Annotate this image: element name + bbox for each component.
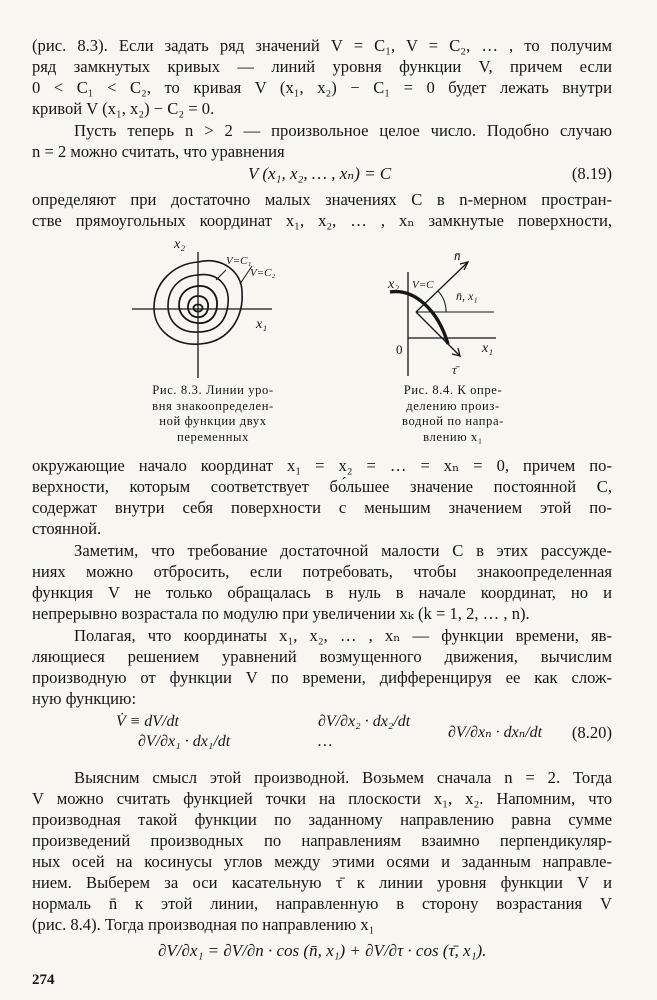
- leader-c1: [216, 270, 226, 280]
- text-line: содержат внутри себя поверхности с меньшим значением этой по-: [32, 498, 612, 517]
- axis-y-label: x₂: [388, 277, 400, 292]
- caption-line: переменных: [176, 429, 249, 444]
- axis-y-label: x₂: [174, 237, 186, 252]
- text-line: 0 < C₁ < C₂, то кривая V (x₁, x₂) − C₁ = 0 будет лежать внутри: [32, 78, 612, 97]
- text-line: ных осей на косинусы углов между этими осями и заданным направле-: [32, 852, 612, 871]
- angle-label: n̄, x₁: [456, 289, 478, 303]
- text-line: определяют при достаточно малых значениях C в n-мерном простран-: [32, 190, 612, 209]
- text-line: стве прямоугольных координат x₁, x₂, … , xₙ замкнутые поверхности,: [32, 211, 612, 230]
- normal-label: n̄: [454, 248, 461, 263]
- equation-8-19: V (x₁, x₂, … , xₙ) = C: [248, 164, 392, 183]
- text-line: n = 2 можно считать, что уравнения: [32, 142, 285, 161]
- text-line: V можно считать функцией точки на плоскости x₁, x₂. Напомним, что: [32, 789, 612, 808]
- figure-8-3: [130, 232, 300, 380]
- figure-8-3-caption: [124, 383, 302, 445]
- text-line: Выясним смысл этой производной. Возьмем сначала n = 2. Тогда: [74, 768, 612, 787]
- caption-line: влению x₁: [423, 429, 483, 444]
- eq-term: ∂V/∂xₙ · dxₙ/dt: [448, 724, 543, 741]
- text-line: произведений производных по направлениям взаимно перпендикуляр-: [32, 831, 612, 850]
- equation-8-20-rest: [318, 712, 410, 752]
- caption-line: Рис. 8.4. К опре-: [403, 383, 503, 397]
- text-line: Пусть теперь n > 2 — произвольное целое число. Подобно случаю: [74, 121, 612, 140]
- caption-line: ной функции двух: [159, 414, 267, 428]
- text-line: ниях можно отбросить, если потребовать, чтобы знакоопределенная: [32, 562, 612, 581]
- text-line: непрерывно возрастала по модулю при увеличении xₖ (k = 1, 2, … , n).: [32, 604, 530, 623]
- origin-label: 0: [396, 342, 403, 357]
- text-line: (рис. 8.4). Тогда производная по направлению x₁: [32, 915, 375, 934]
- page-number: 274: [32, 972, 55, 988]
- text-line: функция V не только обращалась в нуль в начале координат, но и: [32, 583, 612, 602]
- text-line: ную функцию:: [32, 689, 137, 708]
- text-line: ряд замкнутых кривых — линий уровня функции V, причем если: [32, 57, 612, 76]
- tangent-label: τ̄: [452, 362, 457, 377]
- text-line: (рис. 8.3). Если задать ряд значений V = C₁, V = C₂, … , то получим: [32, 36, 612, 55]
- text-line: ляющиеся решением уравнений возмущенного движения, вычислим: [32, 647, 612, 666]
- text-line: окружающие начало координат x₁ = x₂ = … = xₙ = 0, причем по-: [32, 456, 612, 475]
- text-line: верхности, которым соответствует бо́льшее значение постоянной C,: [32, 477, 612, 496]
- axis-x-label: x₁: [482, 341, 494, 356]
- caption-line: делению произ-: [406, 398, 500, 413]
- equation-final: ∂V/∂x₁ = ∂V/∂n · cos (n̄, x₁) + ∂V/∂τ · cos (τ̄, x₁).: [158, 941, 487, 960]
- text-line: производную от функции V по времени, дифференцируя ее как слож-: [32, 668, 612, 687]
- eq-term: ∂V/∂x₂ · dx₂/dt: [318, 713, 411, 730]
- axis-x-label: x₁: [256, 317, 268, 332]
- level-label-c2: V=C₂: [250, 267, 276, 279]
- caption-line: Рис. 8.3. Линии уро-: [152, 383, 274, 397]
- text-line: Заметим, что требование достаточной малости C в этих рассужде-: [74, 541, 612, 560]
- figure-8-4-caption: [378, 383, 528, 445]
- equation-number: (8.20): [571, 723, 612, 742]
- level-label-c1: V=C₁: [226, 255, 252, 267]
- eq-term: ∂V/∂x₁ · dx₁/dt: [138, 733, 231, 750]
- caption-line: вня знакоопределен-: [152, 398, 274, 413]
- text-line: стоянной.: [32, 519, 102, 538]
- eq-lhs: V̇ ≡ dV/dt: [116, 713, 179, 730]
- figure-8-4: [386, 248, 510, 378]
- caption-line: водной по напра-: [402, 414, 504, 428]
- equation-8-20: [116, 712, 230, 752]
- text-line: нормаль n̄ к этой линии, направленную в сторону возрастания V: [32, 894, 612, 913]
- text-line: нием. Выберем за оси касательную τ̄ к линии уровня функции V и: [32, 873, 612, 892]
- text-line: Полагая, что координаты x₁, x₂, … , xₙ — функции времени, яв-: [74, 626, 612, 645]
- angle-arc: [438, 291, 446, 312]
- curve-label: V=C: [412, 279, 434, 291]
- text-line: кривой V (x₁, x₂) − C₂ = 0.: [32, 99, 215, 118]
- text-line: производная такой функции по заданному направлению равна сумме: [32, 810, 612, 829]
- equation-number: (8.19): [571, 164, 612, 183]
- eq-term: …: [318, 733, 333, 750]
